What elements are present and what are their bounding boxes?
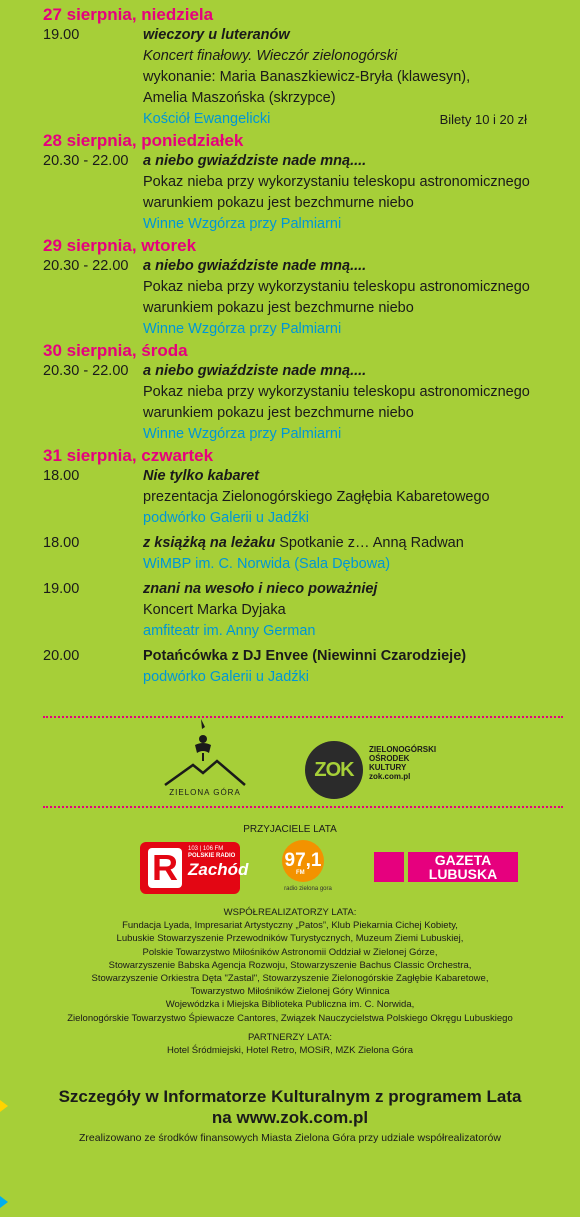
event-title: wieczory u luteranów: [143, 27, 290, 43]
footer-website[interactable]: na www.zok.com.pl: [211, 1108, 369, 1127]
event-title-suffix: Spotkanie z… Anną Radwan: [279, 535, 464, 551]
event-description: Amelia Maszońska (skrzypce): [143, 90, 336, 106]
zielona-gora-logo: [155, 717, 255, 802]
gazeta-lubuska-logo: GAZETA LUBUSKA: [374, 852, 518, 884]
event-title: znani na wesoło i nieco poważniej: [143, 581, 378, 597]
event-time: 18.00: [43, 468, 80, 484]
radio-frequency: 103 | 106 FM: [188, 846, 224, 852]
event-time: 20.00: [43, 648, 80, 664]
friends-heading: PRZYJACIELE LATA: [243, 824, 337, 835]
day-block: [43, 445, 573, 688]
event-title: Potańcówka z DJ Envee (Niewinni Czarodzieje): [143, 648, 467, 664]
event-description: warunkiem pokazu jest bezchmurne niebo: [143, 300, 414, 316]
day-block: [43, 340, 573, 445]
event-description: Pokaz nieba przy wykorzystaniu teleskopu astronomicznego: [143, 384, 530, 400]
event-venue: Winne Wzgórza przy Palmiarni: [143, 426, 342, 442]
event-schedule: [43, 4, 573, 688]
day-block: [43, 235, 573, 340]
event-time: 18.00: [43, 535, 80, 551]
radio-logo-letter: R: [148, 848, 182, 888]
co-organizer-line: Stowarzyszenie Babska Agencja Rozwoju, Stowarzyszenie Bachus Classic Orchestra,: [108, 959, 472, 971]
partners-line: Hotel Śródmiejski, Hotel Retro, MOSiR, MZK Zielona Góra: [166, 1045, 414, 1057]
radio-97-subtitle: radio zielona gora: [284, 886, 332, 892]
event-time: 19.00: [43, 581, 80, 597]
radio-name: Zachód: [188, 860, 249, 879]
event-description: Pokaz nieba przy wykorzystaniu teleskopu astronomicznego: [143, 279, 530, 295]
co-organizer-line: Fundacja Lyada, Impresariat Artystyczny „Patos”, Klub Piekarnia Cichej Kobiety,: [122, 920, 458, 932]
event-venue: podwórko Galerii u Jadźki: [143, 510, 310, 526]
co-organizer-line: Polskie Towarzystwo Miłośników Astronomii Oddział w Zielonej Górze,: [142, 946, 438, 958]
footer-info: Szczegóły w Informatorze Kulturalnym z programem Lata: [58, 1087, 522, 1106]
event-venue: podwórko Galerii u Jadźki: [143, 669, 310, 685]
radio-zachod-logo: [140, 842, 249, 894]
event-item: [43, 579, 573, 642]
dotted-divider: [43, 806, 563, 808]
event-title: a niebo gwiaździste nade mną....: [143, 258, 367, 274]
edge-decoration: [0, 1196, 8, 1208]
radio-97-number: 97,1: [282, 840, 324, 882]
co-organizer-line: Lubuskie Stowarzyszenie Przewodników Turystycznych, Muzeum Ziemi Lubuskiej,: [116, 933, 464, 945]
event-description: wykonanie: Maria Banaszkiewicz-Bryła (klawesyn),: [143, 69, 471, 85]
day-heading: 27 sierpnia, niedziela: [43, 5, 214, 24]
event-time: 20.30 - 22.00: [43, 363, 129, 379]
zok-name: ZIELONOGÓRSKI OŚRODEK KULTURY zok.com.pl: [369, 745, 437, 781]
organizer-logos: [0, 717, 580, 807]
day-heading: 29 sierpnia, wtorek: [43, 236, 197, 255]
day-block: [43, 4, 573, 130]
radio-network: POLSKIE RADIO: [188, 853, 236, 859]
co-organizer-line: Stowarzyszenie Orkiestra Dęta "Zastal", Stowarzyszenie Zielonogórskie Zagłębie Kabaretowe,: [91, 973, 489, 985]
zielona-gora-label: ZIELONA GÓRA: [169, 788, 241, 797]
event-item: [43, 25, 573, 130]
event-item: [43, 466, 573, 529]
event-item: [43, 646, 573, 688]
event-item: [43, 361, 573, 445]
event-description: warunkiem pokazu jest bezchmurne niebo: [143, 405, 414, 421]
event-title: z książką na leżaku: [143, 535, 276, 551]
funding-note: Zrealizowano ze środków finansowych Miasta Zielona Góra przy udziale współrealizatorów: [79, 1132, 501, 1144]
event-title: a niebo gwiaździste nade mną....: [143, 153, 367, 169]
event-time: 20.30 - 22.00: [43, 153, 129, 169]
event-item: [43, 151, 573, 235]
event-venue: Winne Wzgórza przy Palmiarni: [143, 216, 342, 232]
day-block: [43, 130, 573, 235]
co-organizers: [0, 906, 580, 1057]
co-organizer-line: Towarzystwo Miłośników Zielonej Góry Winnica: [190, 986, 390, 998]
partners-heading: PARTNERZY LATA:: [247, 1031, 333, 1043]
radio-97-logo: [268, 840, 348, 898]
zok-mark: ZOK: [305, 741, 363, 799]
edge-decoration: [0, 1100, 8, 1112]
ticket-price: Bilety 10 i 20 zł: [439, 112, 527, 127]
event-title: Nie tylko kabaret: [143, 468, 260, 484]
footer: [0, 1086, 580, 1145]
event-venue: Kościół Ewangelicki: [143, 111, 271, 127]
event-venue: WiMBP im. C. Norwida (Sala Dębowa): [143, 556, 391, 572]
co-organizer-line: Zielonogórskie Towarzystwo Śpiewacze Cantores, Związek Nauczycielstwa Polskiego Okręgu Lubuskiego: [67, 1012, 513, 1024]
event-time: 20.30 - 22.00: [43, 258, 129, 274]
event-description: Pokaz nieba przy wykorzystaniu teleskopu astronomicznego: [143, 174, 530, 190]
co-organizers-heading: WSPÓŁREALIZATORZY LATA:: [223, 907, 357, 918]
day-heading: 31 sierpnia, czwartek: [43, 446, 214, 465]
day-heading: 30 sierpnia, środa: [43, 341, 188, 360]
day-heading: 28 sierpnia, poniedziałek: [43, 131, 244, 150]
event-description: Koncert Marka Dyjaka: [143, 602, 286, 618]
event-item: [43, 256, 573, 340]
event-item: [43, 533, 573, 575]
co-organizer-line: Wojewódzka i Miejska Biblioteka Publiczna im. C. Norwida,: [165, 999, 415, 1011]
event-description: Koncert finałowy. Wieczór zielonogórski: [143, 48, 398, 64]
event-description: warunkiem pokazu jest bezchmurne niebo: [143, 195, 414, 211]
event-description: prezentacja Zielonogórskiego Zagłębia Kabaretowego: [143, 489, 490, 505]
event-title: a niebo gwiaździste nade mną....: [143, 363, 367, 379]
event-venue: amfiteatr im. Anny German: [143, 623, 316, 639]
radio-97-fm: FM: [296, 870, 305, 876]
event-time: 19.00: [43, 27, 80, 43]
event-venue: Winne Wzgórza przy Palmiarni: [143, 321, 342, 337]
